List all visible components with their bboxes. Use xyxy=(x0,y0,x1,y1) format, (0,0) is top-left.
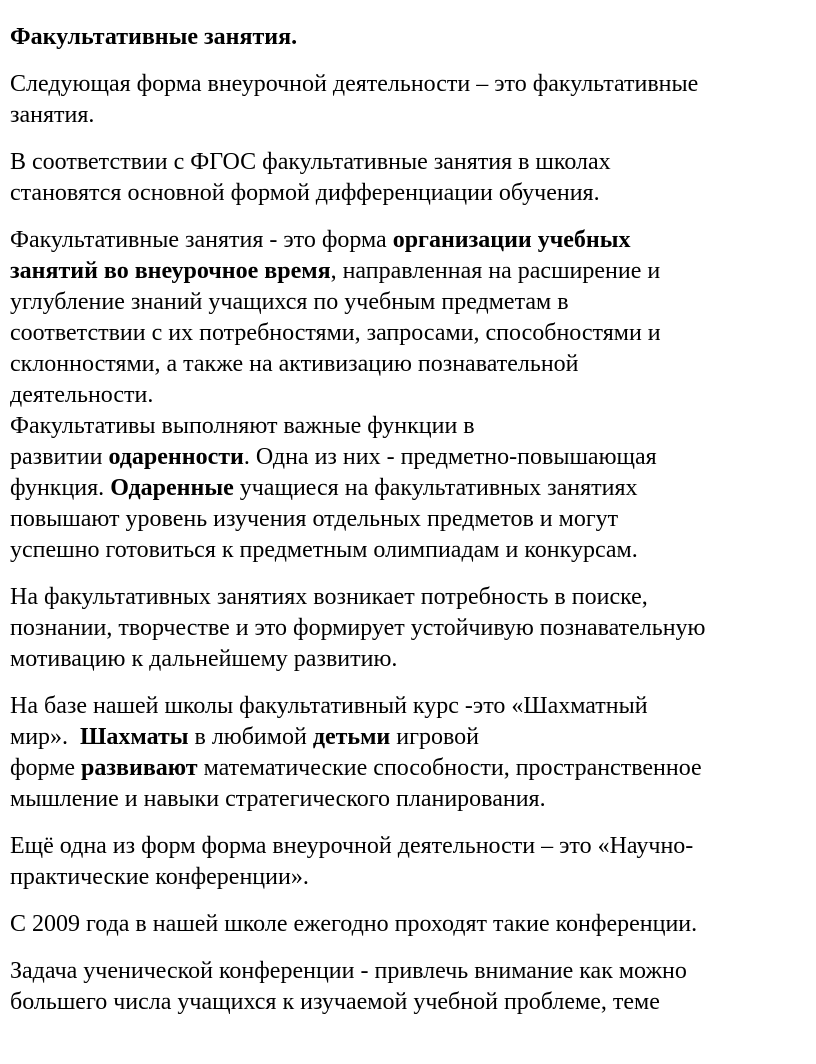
paragraph-line: мышление и навыки стратегического планирования. xyxy=(10,786,546,812)
paragraph-conference-goal xyxy=(10,956,816,1018)
text-run: в любимой xyxy=(188,724,313,750)
heading xyxy=(10,22,816,53)
paragraph-line xyxy=(10,256,816,287)
bold-run: организации учебных xyxy=(392,227,631,253)
paragraph-line: В соответствии с ФГОС факультативные занятия в школах xyxy=(10,149,611,175)
bold-run: Одаренные xyxy=(110,475,234,501)
paragraph-since-2009 xyxy=(10,909,816,940)
paragraph-line xyxy=(10,442,816,473)
bold-run: одаренности xyxy=(108,444,244,470)
text-run: форме xyxy=(10,755,82,781)
paragraph-line: большего числа учащихся к изучаемой учебной проблеме, теме xyxy=(10,989,660,1015)
paragraph-line: склонностями, а также на активизацию познавательной xyxy=(10,351,579,377)
paragraph-line: практические конференции». xyxy=(10,864,309,890)
paragraph-intro xyxy=(10,69,816,131)
paragraph-line xyxy=(10,722,816,753)
paragraph-line: Факультативы выполняют важные функции в xyxy=(10,413,475,439)
text-run: Факультативные занятия - это форма xyxy=(10,227,393,253)
paragraph-line: Задача ученической конференции - привлечь внимание как можно xyxy=(10,958,687,984)
paragraph-motivation xyxy=(10,582,816,675)
paragraph-line: повышают уровень изучения отдельных предметов и могут xyxy=(10,506,619,532)
paragraph-line: успешно готовиться к предметным олимпиадам и конкурсам. xyxy=(10,537,638,563)
heading-text: Факультативные занятия. xyxy=(10,24,298,50)
text-run: игровой xyxy=(390,724,479,750)
paragraph-fgos xyxy=(10,147,816,209)
bold-run: развивают xyxy=(81,755,198,781)
text-run: учащиеся на факультативных занятиях xyxy=(233,475,638,501)
paragraph-chess xyxy=(10,691,816,815)
paragraph-line: соответствии с их потребностями, запросами, способностями и xyxy=(10,320,661,346)
paragraph-line xyxy=(10,473,816,504)
paragraph-line: Следующая форма внеурочной деятельности – это факультативные xyxy=(10,71,699,97)
paragraph-conferences xyxy=(10,831,816,893)
text-run: мир». xyxy=(10,724,81,750)
text-run: функция. xyxy=(10,475,111,501)
text-run: . Одна из них - предметно-повышающая xyxy=(243,444,657,470)
paragraph-definition xyxy=(10,225,816,566)
paragraph-line: познании, творчестве и это формирует устойчивую познавательную xyxy=(10,615,706,641)
paragraph-line: На базе нашей школы факультативный курс -это «Шахматный xyxy=(10,693,648,719)
bold-run: занятий во внеурочное время xyxy=(10,258,331,284)
text-run: развитии xyxy=(10,444,109,470)
paragraph-line: углубление знаний учащихся по учебным предметам в xyxy=(10,289,569,315)
paragraph-line: С 2009 года в нашей школе ежегодно проходят такие конференции. xyxy=(10,911,698,937)
paragraph-line: На факультативных занятиях возникает потребность в поиске, xyxy=(10,584,648,610)
bold-run: детьми xyxy=(312,724,391,750)
bold-run: Шахматы xyxy=(80,724,189,750)
paragraph-line xyxy=(10,225,816,256)
paragraph-line: мотивацию к дальнейшему развитию. xyxy=(10,646,398,672)
text-run: , направленная на расширение и xyxy=(330,258,661,284)
paragraph-line: деятельности. xyxy=(10,382,154,408)
paragraph-line: становятся основной формой дифференциации обучения. xyxy=(10,180,600,206)
text-run: математические способности, пространственное xyxy=(197,755,702,781)
paragraph-line xyxy=(10,753,816,784)
paragraph-line: Ещё одна из форм форма внеурочной деятельности – это «Научно- xyxy=(10,833,694,859)
paragraph-line: занятия. xyxy=(10,102,95,128)
document-page xyxy=(10,22,816,1018)
